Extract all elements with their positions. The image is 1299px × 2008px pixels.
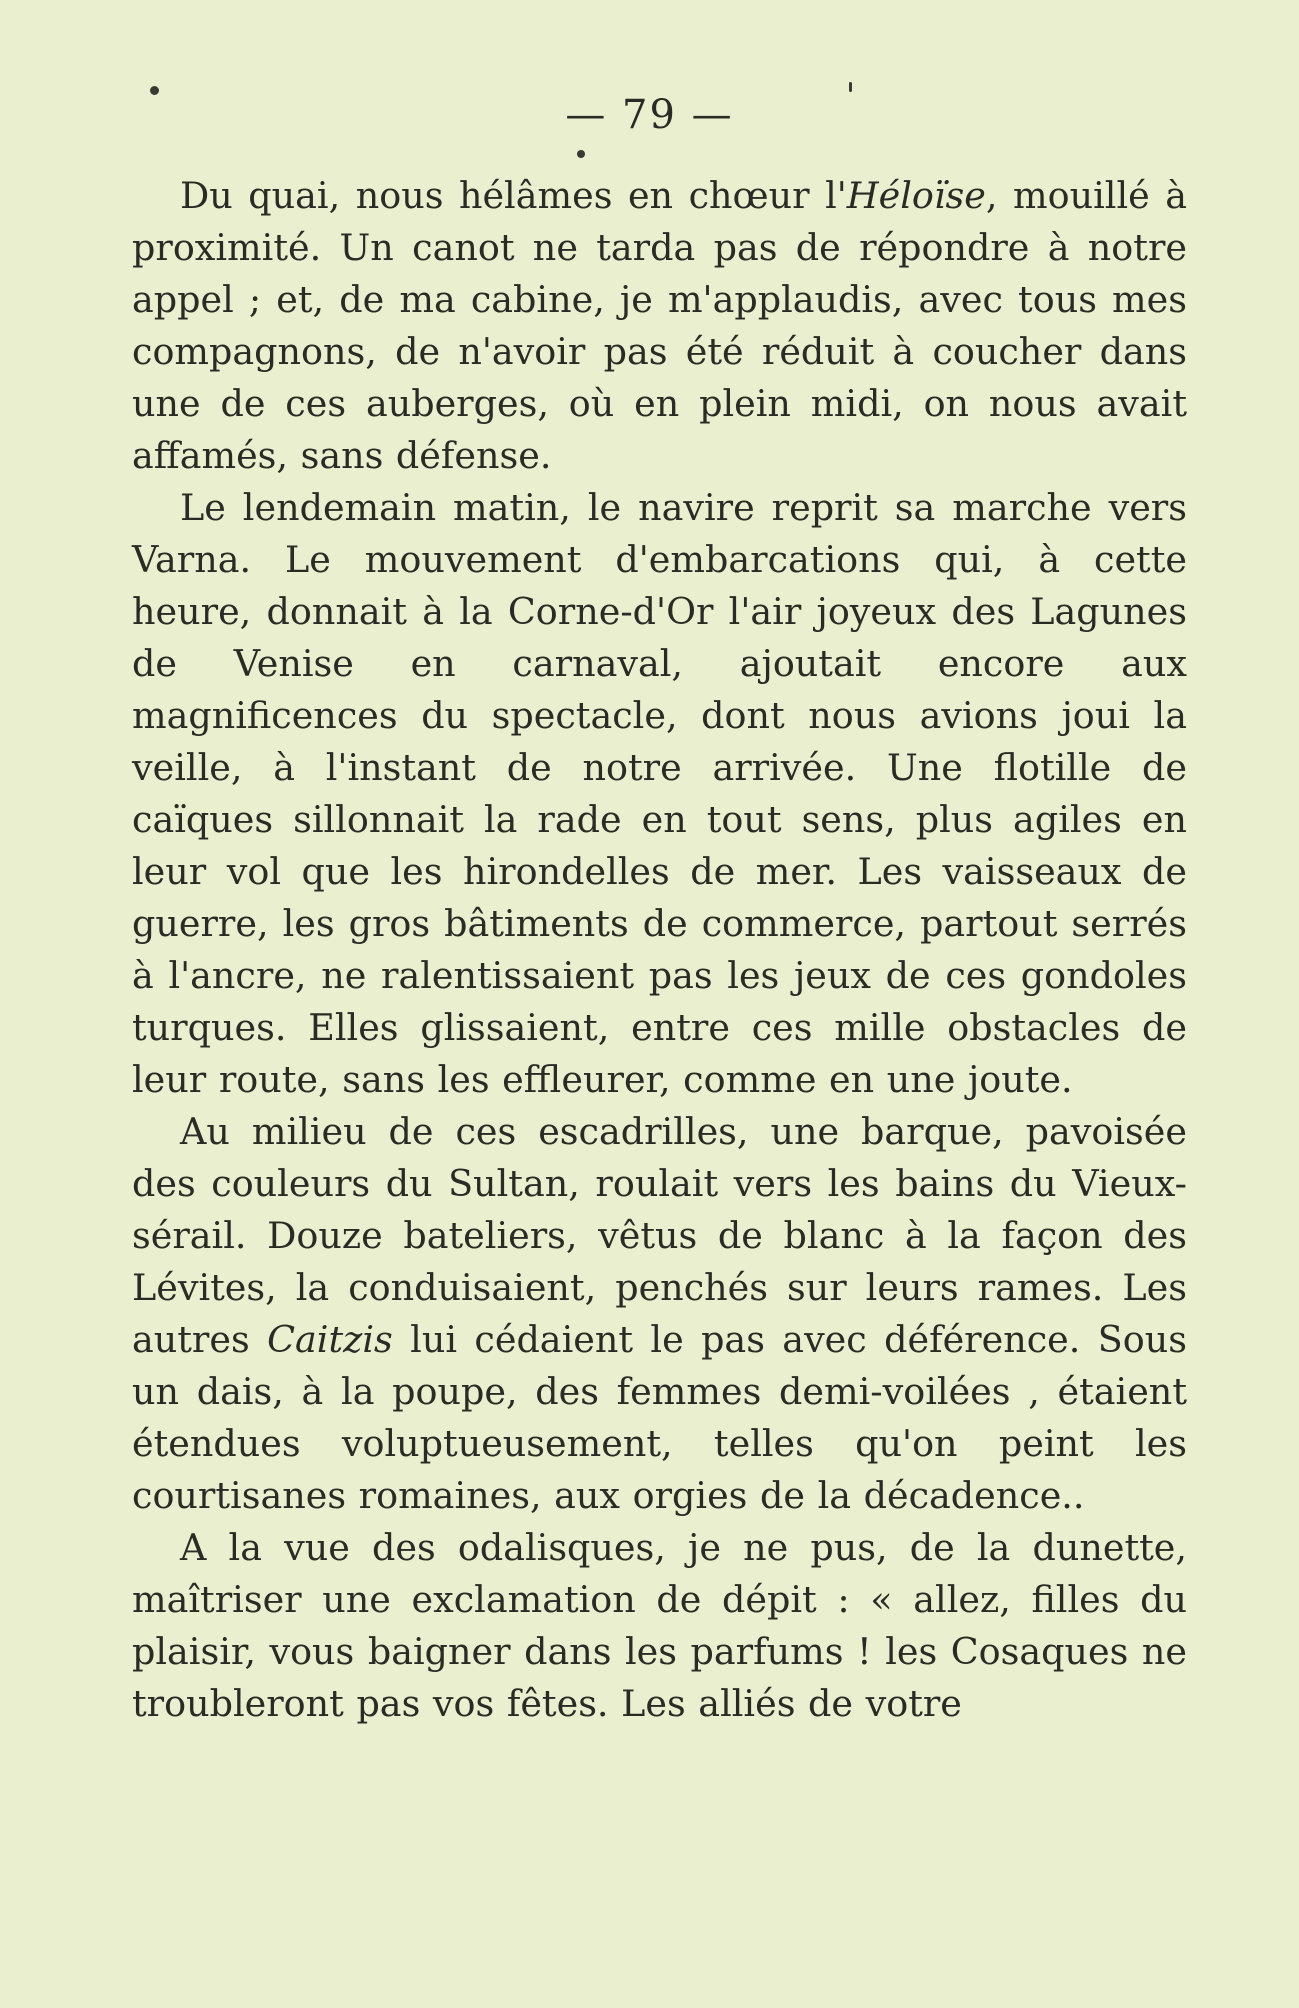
paragraph-3-text-start: Au milieu de ces escadrilles, une barque, pavoisée des couleurs du Sultan, roulait vers les bains du Vieux-sérail. Douze bateliers, vêtus de blanc à la façon des Lévites, la conduisaient, penchés sur leurs rames. Les autres	[132, 1110, 1187, 1361]
paragraph-1-text-start: Du quai, nous hélâmes en chœur l'	[180, 174, 847, 217]
paragraph-3-text-end: lui cédaient le pas avec déférence. Sous un dais, à la poupe, des femmes demi-voilées , étaient étendues voluptueusement, telles qu'on peint les courtisanes romaines, aux orgies de la décadence..	[132, 1318, 1187, 1517]
paragraph-4-text: A la vue des odalisques, je ne pus, de la dunette, maîtriser une exclamation de dépit : « allez, filles du plaisir, vous baigner dans les parfums ! les Cosaques ne troubleront pas vos fêtes. Les alliés de votre	[132, 1526, 1187, 1725]
paragraph-1-text-end: , mouillé à proximité. Un canot ne tarda pas de répondre à notre appel ; et, de ma cabine, je m'applaudis, avec tous mes compagnons, de n'avoir pas été réduit à coucher dans une de ces auberges, où en plein midi, on nous avait affamés, sans défense.	[132, 174, 1187, 477]
ink-speck	[577, 150, 585, 158]
paragraph-4	[132, 1522, 1187, 1730]
paragraph-1	[132, 170, 1187, 482]
paragraph-2-text: Le lendemain matin, le navire reprit sa marche vers Varna. Le mouvement d'embarcations qui, à cette heure, donnait à la Corne-d'Or l'air joyeux des Lagunes de Venise en carnaval, ajoutait encore aux magnificences du spectacle, dont nous avions joui la veille, à l'instant de notre arrivée. Une flotille de caïques sillonnait la rade en tout sens, plus agiles en leur vol que les hirondelles de mer. Les vaisseaux de guerre, les gros bâtiments de commerce, partout serrés à l'ancre, ne ralentissaient pas les jeux de ces gondoles turques. Elles glissaient, entre ces mille obstacles de leur route, sans les effleurer, comme en une joute.	[132, 486, 1187, 1101]
page-number: — 79 —	[565, 92, 734, 138]
body-text	[132, 170, 1187, 1730]
paragraph-3	[132, 1106, 1187, 1522]
term-caitzis: Caitzis	[267, 1318, 393, 1361]
paragraph-2	[132, 482, 1187, 1106]
ship-name-heloise: Héloïse	[846, 174, 986, 217]
ink-speck	[849, 82, 852, 92]
